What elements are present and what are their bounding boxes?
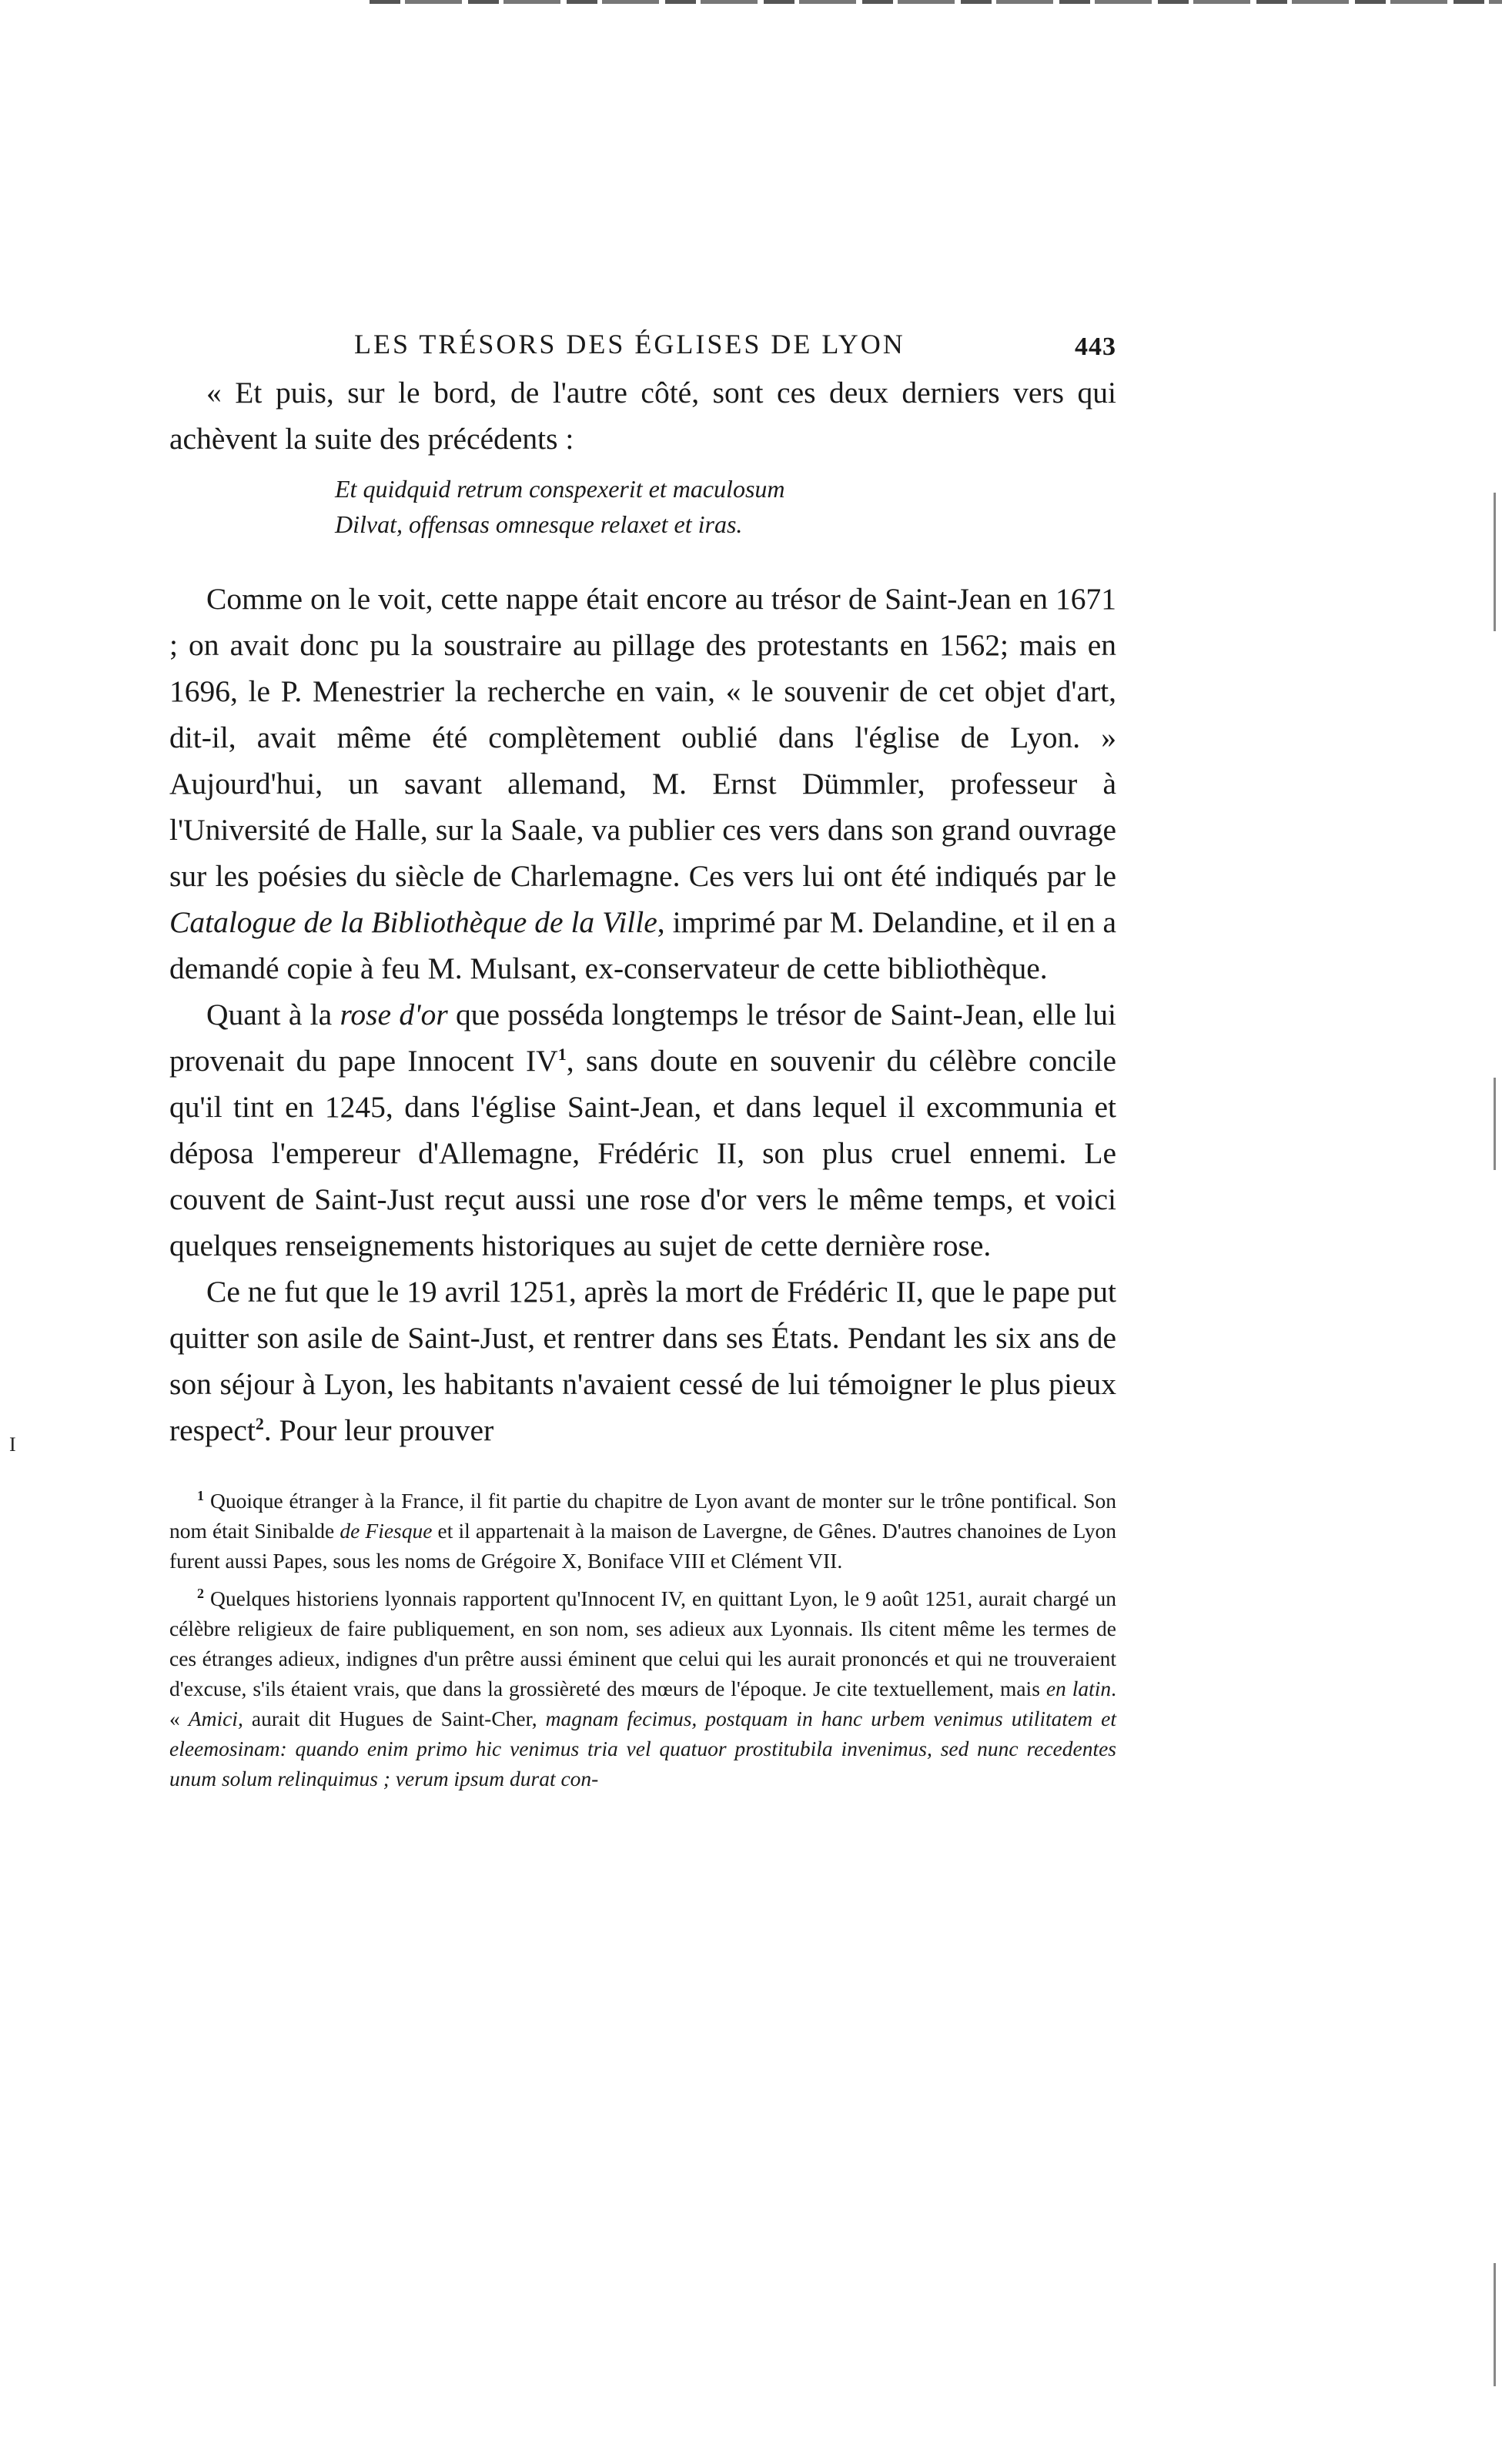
footnote-text: et il appartenait à la maison de Lavergne, de Gênes. D'autres chanoines de Lyon furent aussi Papes, sous les noms de Grégoire X, Boniface VIII et Clément VII. <box>169 1519 1116 1573</box>
top-edge-rule <box>370 0 1502 4</box>
scan-edge-mark <box>1494 2263 1496 2386</box>
paragraph <box>169 1269 1116 1453</box>
paragraph-text: Comme on le voit, cette nappe était encore au trésor de Saint-Jean en 1671 ; on avait donc pu la soustraire au pillage des protestants en 1562; mais en 1696, le P. Menestrier la recherche en vain, « le souvenir de cet objet d'art, dit-il, avait même été complètement oublié dans l'église de Lyon. » Aujourd'hui, un savant allemand, M. Ernst Dümmler, professeur à l'Université de Halle, sur la Saale, va publier ces vers dans son grand ouvrage sur les poésies du siècle de Charlemagne. Ces vers lui ont été indiqués par <box>169 582 1116 893</box>
paragraph-text: le <box>1094 859 1116 893</box>
paragraph-text: , imprimé par M. Delandine, et il en a demandé copie à feu M. Mulsant, ex-conservateur de cette bibliothèque. <box>169 905 1116 985</box>
latin-verse-quote <box>335 471 1116 542</box>
footnote-text: aurait dit Hugues de Saint-Cher, <box>243 1707 546 1731</box>
footnote-text: Quelques historiens lyonnais rapportent qu'Innocent IV, en quittant Lyon, le 9 août 1251, aurait chargé un célèbre religieux de faire publiquement, en son nom, ses adieux aux Lyonnais. Ils citent même les termes de ces étranges adieux, indignes d'un prêtre aussi éminent que celui qui les aurait prononcés et qui ne trouveraient d'excuse, s'ils étaient vrais, que dans la grossièreté des mœurs de l'époque. Je cite textuellement, mais <box>169 1586 1116 1701</box>
footnote-ref[interactable]: 1 <box>557 1044 567 1064</box>
scan-edge-mark <box>1494 1078 1496 1170</box>
catalogue-title: Catalogue de la Bibliothèque de la Ville <box>169 905 657 939</box>
footnote <box>169 1579 1116 1794</box>
scan-edge-mark <box>1494 493 1496 631</box>
paragraph <box>169 576 1116 991</box>
footnote-text: Quoique étranger à la France, il fit partie du chapitre de Lyon avant de monter sur le trône pontifical. Son nom était Sinibalde <box>169 1489 1116 1543</box>
body-text <box>169 369 1116 1453</box>
paragraph: « Et puis, sur le bord, de l'autre côté, sont ces deux derniers vers qui achèvent la suite des précédents : <box>169 376 1116 456</box>
latin-quote: magnam fecimus, postquam in hanc urbem venimus utilitatem et eleemosinam: quando enim primo hic venimus tria vel quatuor prostitubila invenimus, sed nunc recedentes unum solum relinquimus ; verum ipsum durat con- <box>169 1707 1117 1791</box>
rose-dor-term: rose d'or <box>340 998 448 1031</box>
running-head <box>169 323 1116 369</box>
footnote-mark: 1 <box>197 1488 204 1503</box>
footnote-italic: Amici, <box>188 1707 243 1731</box>
paragraph-text: que posséda longtemps le trésor de Saint-Jean, elle lui provenait du pape Innocent IV <box>169 998 1116 1078</box>
footnote-italic: de Fiesque <box>340 1519 433 1543</box>
paragraph-text: , sans doute en souvenir du célèbre concile qu'il tint en 1245, dans l'église Saint-Jean, et dans lequel il excommunia et déposa l'empereur d'Allemagne, Frédéric II, son plus cruel ennemi. Le couvent de Saint-Just reçut aussi une rose d'or vers le même temps, et voici quelques renseignements historiques au sujet de cette dernière rose. <box>169 1044 1116 1262</box>
paragraph-text: Ce ne fut que le 19 avril 1251, après la mort de Frédéric II, que le pape put quitter son asile de Saint-Just, et rentrer dans ses États. Pendant les six ans de son séjour à Lyon, les habitants n'avaient cessé de lui témoigner le plus pieux respect <box>169 1275 1116 1447</box>
footnote <box>169 1481 1116 1576</box>
paragraph-text: . Pour leur prouver <box>263 1413 494 1447</box>
book-page <box>169 323 1116 1794</box>
footnotes <box>169 1481 1116 1794</box>
running-title: LES TRÉSORS DES ÉGLISES DE LYON <box>354 329 905 359</box>
footnote-italic: en latin <box>1045 1677 1112 1701</box>
page-number: 443 <box>1075 333 1116 361</box>
verse-line: Et quidquid retrum conspexerit et maculosum <box>335 475 785 503</box>
verse-line: Dilvat, offensas omnesque relaxet et iras. <box>335 510 743 538</box>
paragraph-text: Quant à la <box>206 998 340 1031</box>
margin-mark: I <box>9 1433 16 1456</box>
footnote-text: . « <box>169 1677 1116 1731</box>
footnote-mark: 2 <box>197 1586 204 1602</box>
paragraph <box>169 991 1116 1269</box>
footnote-ref[interactable]: 2 <box>255 1413 264 1433</box>
